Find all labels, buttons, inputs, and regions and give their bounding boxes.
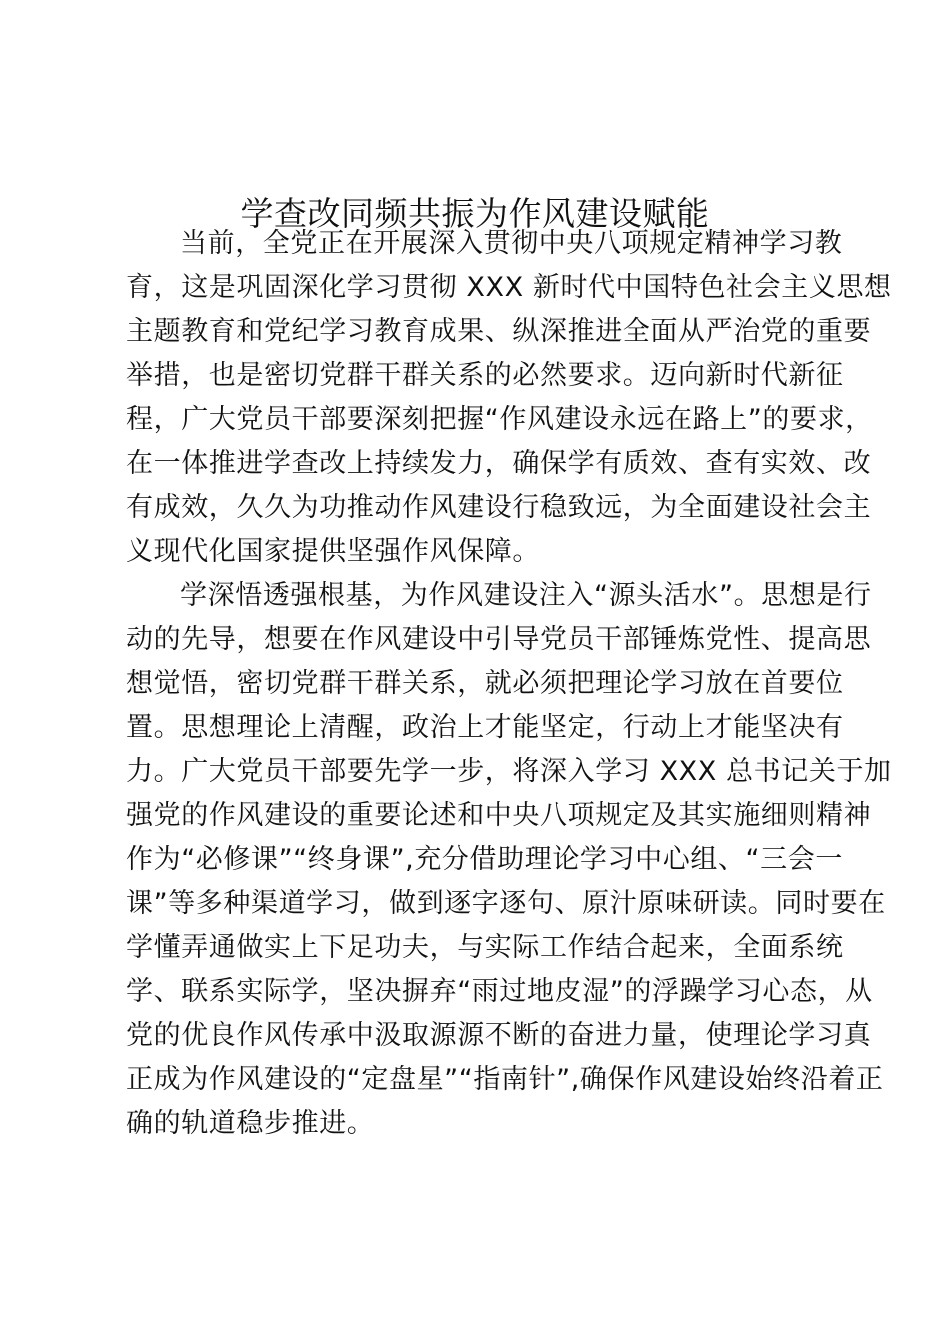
document-title: 学查改同频共振为作风建设赋能 bbox=[240, 194, 710, 234]
text-line: 学深悟透强根基，为作风建设注入“源头活水”。思想是行 bbox=[180, 580, 872, 611]
text-line: 主题教育和党纪学习教育成果、纵深推进全面从严治党的重要 bbox=[126, 316, 872, 347]
text-line: 正成为作风建设的“定盘星”“指南针”,确保作风建设始终沿着正 bbox=[126, 1064, 884, 1095]
text-line: 力。广大党员干部要先学一步，将深入学习 XXX 总书记关于加 bbox=[126, 756, 892, 787]
text-line: 学、联系实际学，坚决摒弃“雨过地皮湿”的浮躁学习心态，从 bbox=[126, 976, 873, 1007]
text-line: 想觉悟，密切党群干群关系，就必须把理论学习放在首要位 bbox=[126, 668, 844, 699]
text-line: 有成效，久久为功推动作风建设行稳致远，为全面建设社会主 bbox=[126, 492, 872, 523]
paragraph-2 bbox=[126, 574, 892, 1146]
text-line: 确的轨道稳步推进。 bbox=[126, 1108, 375, 1139]
text-line: 置。思想理论上清醒，政治上才能坚定，行动上才能坚决有 bbox=[126, 712, 844, 743]
text-line: 育，这是巩固深化学习贯彻 XXX 新时代中国特色社会主义思想 bbox=[126, 272, 892, 303]
text-line: 举措，也是密切党群干群关系的必然要求。迈向新时代新征 bbox=[126, 360, 844, 391]
text-line: 学懂弄通做实上下足功夫，与实际工作结合起来，全面系统 bbox=[126, 932, 844, 963]
text-line: 在一体推进学查改上持续发力，确保学有质效、查有实效、改 bbox=[126, 448, 872, 479]
document-body bbox=[126, 222, 892, 1146]
text-line: 党的优良作风传承中汲取源源不断的奋进力量，使理论学习真 bbox=[126, 1020, 872, 1051]
text-line: 课”等多种渠道学习，做到逐字逐句、原汁原味研读。同时要在 bbox=[126, 888, 886, 919]
paragraph-1 bbox=[126, 222, 892, 574]
text-line: 动的先导，想要在作风建设中引导党员干部锤炼党性、提高思 bbox=[126, 624, 872, 655]
text-line: 当前，全党正在开展深入贯彻中央八项规定精神学习教 bbox=[180, 228, 843, 259]
text-line: 程，广大党员干部要深刻把握“作风建设永远在路上”的要求， bbox=[126, 404, 873, 435]
text-line: 义现代化国家提供坚强作风保障。 bbox=[126, 536, 540, 567]
text-line: 作为“必修课”“终身课”,充分借助理论学习中心组、“三会一 bbox=[126, 844, 843, 875]
text-line: 强党的作风建设的重要论述和中央八项规定及其实施细则精神 bbox=[126, 800, 872, 831]
